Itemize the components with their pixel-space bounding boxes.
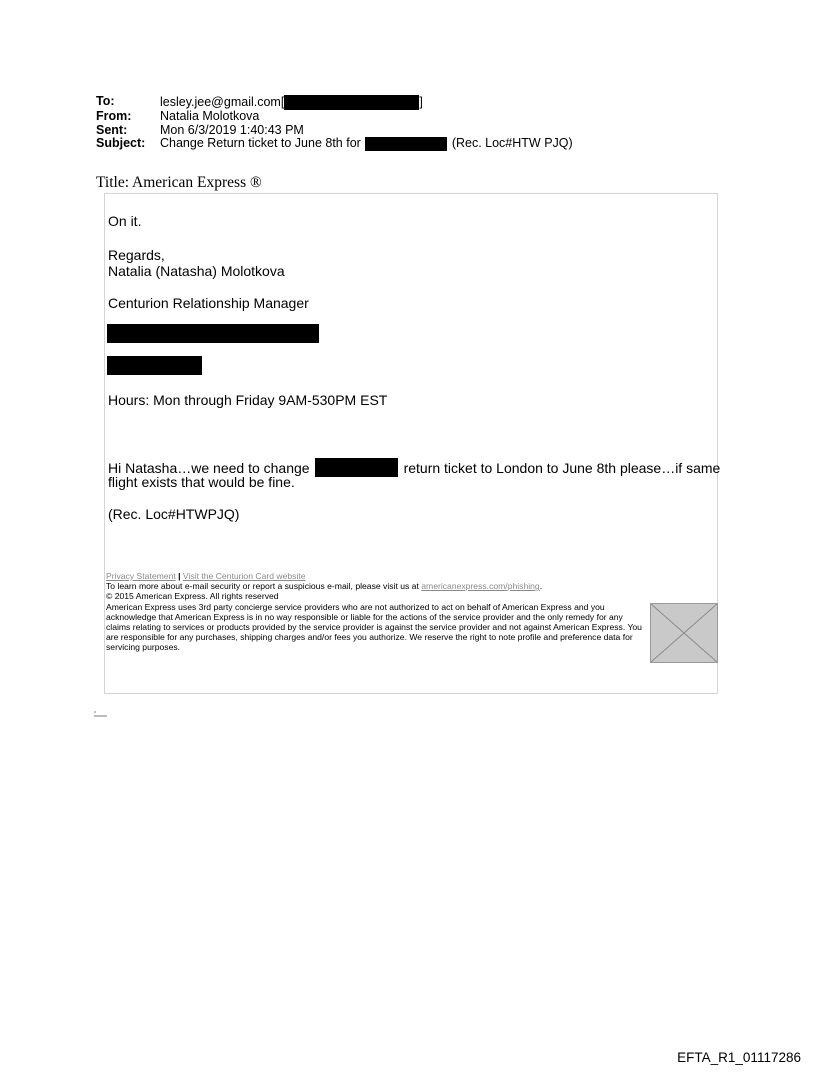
bates-number: EFTA_R1_01117286: [677, 1050, 801, 1065]
redaction-block: [107, 356, 202, 375]
to-label: To:: [96, 94, 115, 108]
to-bracket-close: ]: [419, 94, 423, 109]
subject-label: Subject:: [96, 136, 146, 150]
sent-value: Mon 6/3/2019 1:40:43 PM: [160, 122, 304, 137]
disclaimer-text: American Express uses 3rd party concierge service providers who are not authorized to act on behalf of American Express and you acknowledge that American Express is in no way responsible or liable for the actions of the service provider and the only remedy for any claims relating to services or products provided by the service provider is against the service provider and not against American Express. You are responsible for any purchases, shipping charges and/or fees you authorize. We reserve the right to note profile and preference data for servicing purposes.: [106, 601, 642, 653]
broken-image-cross: [651, 604, 717, 662]
reply-text: On it.: [108, 213, 142, 229]
from-value: Natalia Molotkova: [160, 109, 260, 123]
sent-label: Sent:: [96, 122, 128, 137]
to-value: lesley.jee@gmail.com[: [160, 94, 285, 109]
hours-text: Hours: Mon through Friday 9AM-530PM EST: [108, 392, 388, 408]
copyright-text: © 2015 American Express. All rights reserved: [106, 591, 279, 602]
centurion-website-link[interactable]: Visit the Centurion Card website: [182, 571, 306, 581]
subject-suffix: (Rec. Loc#HTW PJQ): [451, 136, 573, 151]
small-link-mark: [94, 710, 108, 718]
email-footer: Privacy Statement | Visit the Centurion Card website To learn more about e-mail security or report a suspicious e-mail, please visit us at americanexpress.com/phishing. © 2015 American Express. All rights reserved American Express uses 3rd party concierge service providers who are not authorized to act on behalf of American Express and you acknowledge that American Express is in no way responsible or liable for the actions of the service provider and the only remedy for any claims relating to services or products provided by the service provider is against the service provider and not against American Express. You are responsible for any purchases, shipping charges and/or fees you authorize. We reserve the right to note profile and preference data for servicing purposes.: [106, 571, 649, 653]
sender-name: Natalia (Natasha) Molotkova: [108, 263, 285, 279]
phishing-link[interactable]: americanexpress.com/phishing: [421, 581, 540, 592]
redaction-block: [107, 324, 319, 343]
broken-image-icon: [650, 603, 718, 663]
quoted-line-1: Hi Natasha…we need to change return ticket to London to June 8th please…if same: [108, 459, 721, 476]
from-label: From:: [96, 109, 132, 123]
redaction-block: [315, 458, 398, 477]
title-line: Title: American Express ®: [96, 174, 262, 191]
message-box: [104, 193, 721, 694]
subject-prefix: Change Return ticket to June 8th for: [160, 136, 361, 151]
email-header: [96, 95, 573, 151]
link-separator: |: [178, 571, 181, 581]
record-locator: (Rec. Loc#HTWPJQ): [108, 506, 240, 522]
to-row: [96, 95, 573, 110]
security-text: To learn more about e-mail security or report a suspicious e-mail, please visit us at: [106, 581, 419, 592]
privacy-statement-link[interactable]: Privacy Statement: [106, 571, 176, 581]
from-row: [96, 110, 573, 124]
sent-row: [96, 124, 573, 138]
sender-role: Centurion Relationship Manager: [108, 295, 309, 311]
redaction-block: [284, 95, 419, 110]
redaction-block: [365, 137, 447, 151]
closing-text: Regards,: [108, 247, 165, 263]
subject-row: [96, 137, 573, 151]
quoted-line-2: flight exists that would be fine.: [108, 474, 295, 490]
